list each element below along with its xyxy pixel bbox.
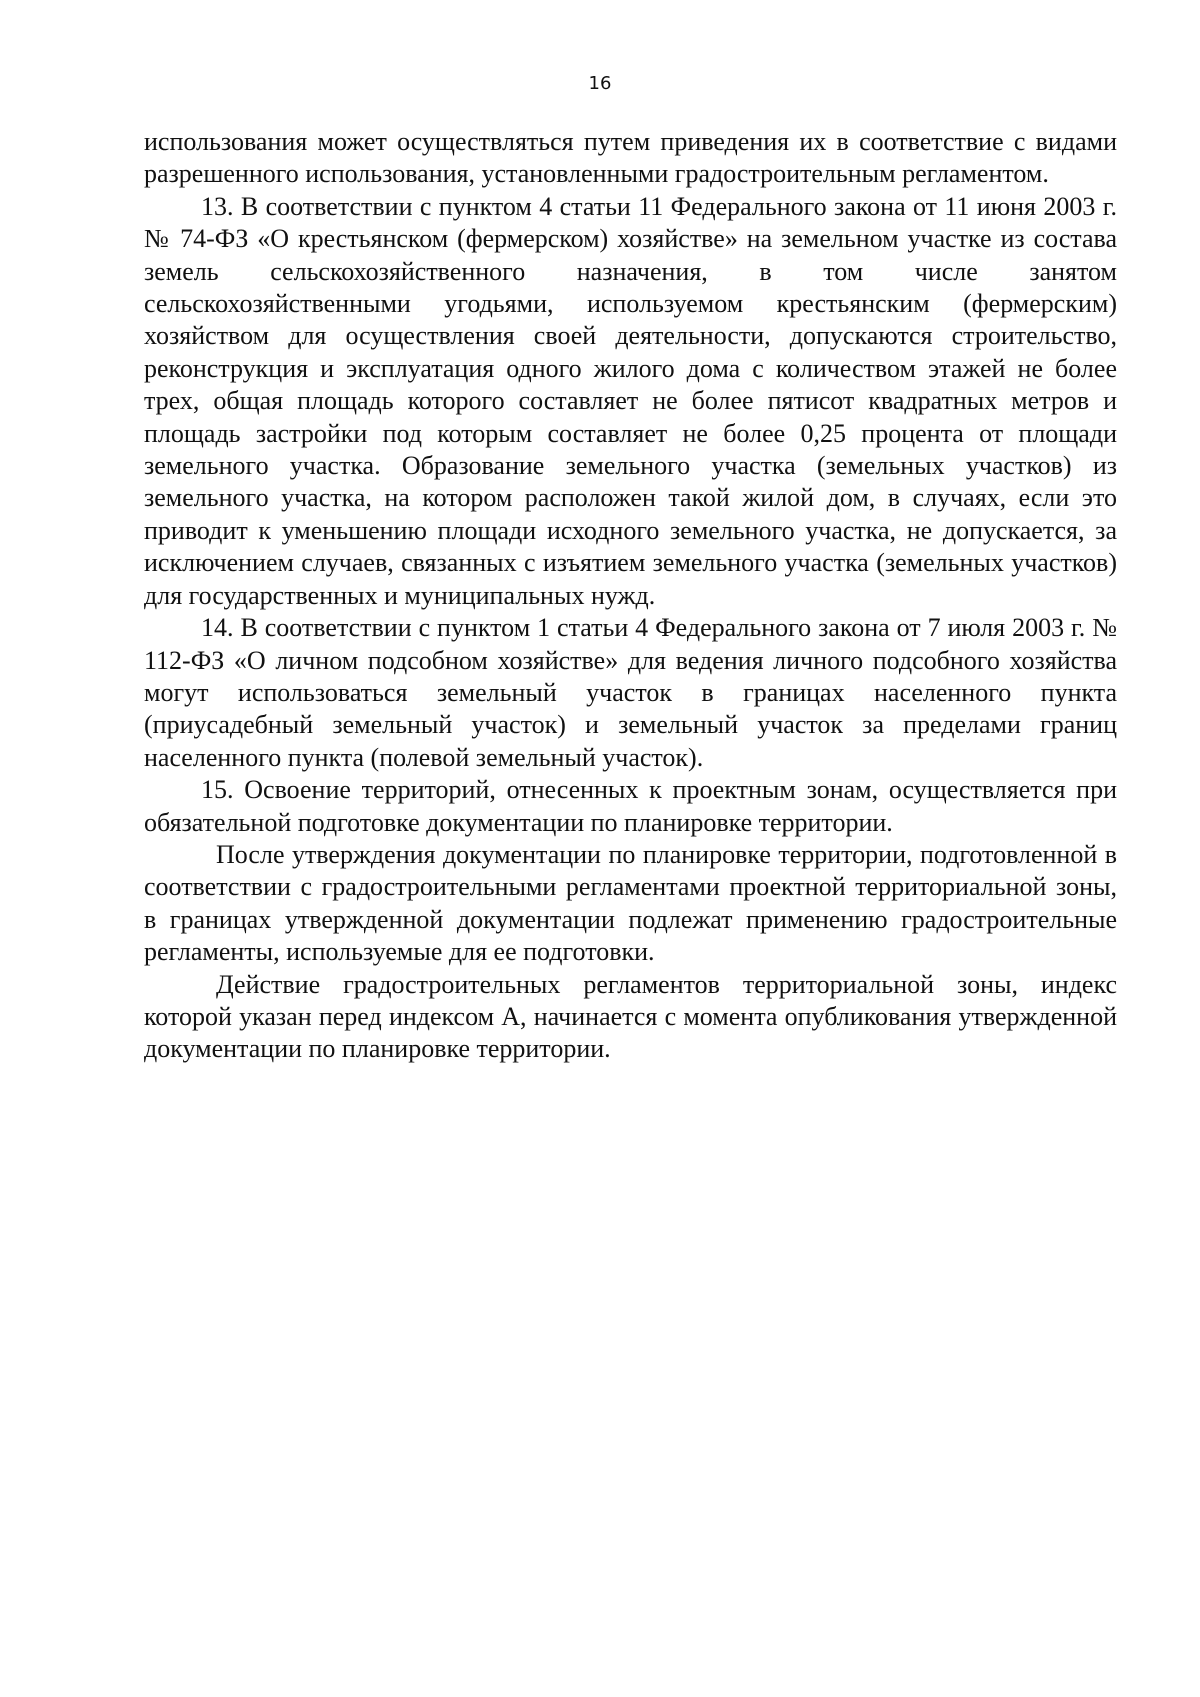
paragraph-item-13: 13. В соответствии с пунктом 4 статьи 11 Федерального закона от 11 июня 2003 г. № 74-ФЗ «О крестьянском (фермерском) хозяйстве» на земельном участке из состава земель сельскохозяйственного назначения, в том числе занятом сельскохозяйственными угодьями, используемом крестьянским (фермерским) хозяйством для осуществления своей деятельности, допускаются строительство, реконструкция и эксплуатация одного жилого дома с количеством этажей не более трех, общая площадь которого составляет не более пятисот квадратных метров и площадь застройки под которым составляет не более 0,25 процента от площади земельного участка. Образование земельного участка (земельных участков) из земельного участка, на котором расположен такой жилой дом, в случаях, если это приводит к уменьшению площади исходного земельного участка, не допускается, за исключением случаев, связанных с изъятием земельного участка (земельных участков) для государственных и муниципальных нужд. bbox=[144, 191, 1117, 610]
document-body bbox=[144, 126, 1117, 1066]
paragraph-effect: Действие градостроительных регламентов территориальной зоны, индекс которой указан перед индексом А, начинается с момента опубликования утвержденной документации по планировке территории. bbox=[144, 969, 1117, 1064]
paragraph-continuation: использования может осуществляться путем приведения их в соответствие с видами разрешенного использования, установленными градостроительным регламентом. bbox=[144, 127, 1117, 189]
page-number: 16 bbox=[588, 73, 612, 94]
paragraph-after-approval: После утверждения документации по планировке территории, подготовленной в соответствии с градостроительными регламентами проектной территориальной зоны, в границах утвержденной документации подлежат применению градостроительные регламенты, используемые для ее подготовки. bbox=[144, 839, 1117, 967]
paragraph-item-14: 14. В соответствии с пунктом 1 статьи 4 Федерального закона от 7 июля 2003 г. № 112-ФЗ «О личном подсобном хозяйстве» для ведения личного подсобного хозяйства могут использоваться земельный участок в границах населенного пункта (приусадебный земельный участок) и земельный участок за пределами границ населенного пункта (полевой земельный участок). bbox=[144, 613, 1117, 772]
paragraph-item-15: 15. Освоение территорий, отнесенных к проектным зонам, осуществляется при обязательной подготовке документации по планировке территории. bbox=[144, 775, 1117, 837]
